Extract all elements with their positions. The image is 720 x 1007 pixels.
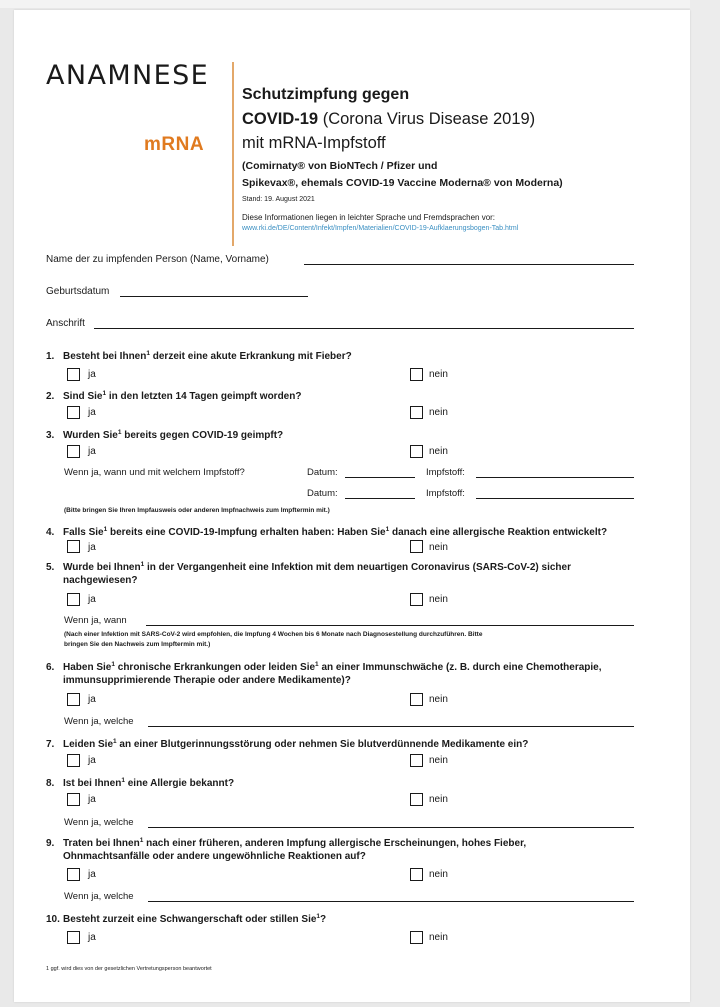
q3-vaccine-line-1[interactable]	[476, 477, 634, 478]
q3-vaccine-line-2[interactable]	[476, 498, 634, 499]
top-bar	[0, 0, 720, 8]
q4-no-checkbox[interactable]	[410, 540, 423, 553]
q8-followup-label: Wenn ja, welche	[64, 817, 134, 828]
q7-no-checkbox[interactable]	[410, 754, 423, 767]
q8-no-checkbox[interactable]	[410, 793, 423, 806]
q9-no-checkbox[interactable]	[410, 868, 423, 881]
q5-followup-line[interactable]	[146, 625, 634, 626]
q6-no-checkbox[interactable]	[410, 693, 423, 706]
mrna-label: mRNA	[144, 134, 205, 155]
question-9-line2: Ohnmachtsanfälle oder andere ungewöhnliche Reaktionen auf?	[63, 851, 366, 862]
q2-no-checkbox[interactable]	[410, 406, 423, 419]
q9-followup-label: Wenn ja, welche	[64, 891, 134, 902]
birthdate-field-line[interactable]	[120, 296, 308, 297]
q9-no-label: nein	[429, 869, 448, 880]
q5-followup-label: Wenn ja, wann	[64, 615, 127, 626]
q3-date-label-2: Datum:	[307, 488, 338, 499]
question-3: 3. Wurden Sie$^1$ bereits gegen COVID-19 geimpft?	[46, 429, 284, 441]
q3-no-label: nein	[429, 446, 448, 457]
vaccine-names-line1: (Comirnaty® von BioNTech / Pfizer und	[242, 160, 438, 172]
q10-yes-label: ja	[88, 932, 96, 943]
q5-no-label: nein	[429, 594, 448, 605]
viewer-background	[690, 0, 720, 1007]
q2-yes-checkbox[interactable]	[67, 406, 80, 419]
q5-note-line1: (Nach einer Infektion mit SARS-CoV-2 wird empfohlen, die Impfung 4 Wochen bis 6 Monate nach Diagnosestellung durchzuführen. Bitte	[64, 631, 483, 638]
question-8: 8. Ist bei Ihnen$^1$ eine Allergie bekannt?	[46, 777, 235, 789]
q4-yes-checkbox[interactable]	[67, 540, 80, 553]
q6-no-label: nein	[429, 694, 448, 705]
language-info: Diese Informationen liegen in leichter Sprache und Fremdsprachen vor:	[242, 213, 496, 222]
question-2: 2. Sind Sie$^1$ in den letzten 14 Tagen geimpft worden?	[46, 390, 302, 402]
q1-yes-label: ja	[88, 369, 96, 380]
q3-date-label-1: Datum:	[307, 467, 338, 478]
q3-yes-label: ja	[88, 446, 96, 457]
q6-yes-checkbox[interactable]	[67, 693, 80, 706]
document-page	[14, 10, 690, 1002]
question-10: 10. Besteht zurzeit eine Schwangerschaft oder stillen Sie$^1$?	[46, 913, 327, 925]
q3-date-line-1[interactable]	[345, 477, 415, 478]
q9-yes-checkbox[interactable]	[67, 868, 80, 881]
heading-mrna-vaccine: mit mRNA-Impfstoff	[242, 134, 386, 152]
address-field-line[interactable]	[94, 328, 634, 329]
q3-date-line-2[interactable]	[345, 498, 415, 499]
question-9: 9. Traten bei Ihnen$^1$ nach einer früheren, anderen Impfung allergische Erscheinungen, hohes Fieber,	[46, 837, 527, 849]
q9-yes-label: ja	[88, 869, 96, 880]
q3-note: (Bitte bringen Sie Ihren Impfausweis oder anderen Impfnachweis zum Impftermin mit.)	[64, 507, 330, 514]
info-link[interactable]: www.rki.de/DE/Content/Infekt/Impfen/Materialien/COVID-19-Aufklaerungsbogen-Tab.html	[242, 225, 519, 232]
q5-yes-label: ja	[88, 594, 96, 605]
question-7: 7. Leiden Sie$^1$ an einer Blutgerinnungsstörung oder nehmen Sie blutverdünnende Medikamente ein?	[46, 738, 529, 750]
q1-no-label: nein	[429, 369, 448, 380]
q3-vaccine-label-2: Impfstoff:	[426, 488, 465, 499]
q3-vaccine-label-1: Impfstoff:	[426, 467, 465, 478]
q10-yes-checkbox[interactable]	[67, 931, 80, 944]
name-field-line[interactable]	[304, 264, 634, 265]
question-1: 1. Besteht bei Ihnen$^1$ derzeit eine akute Erkrankung mit Fieber?	[46, 350, 352, 362]
q4-yes-label: ja	[88, 542, 96, 553]
address-field-label: Anschrift	[46, 318, 85, 329]
q9-followup-line[interactable]	[148, 901, 634, 902]
q6-yes-label: ja	[88, 694, 96, 705]
vaccine-names-line2: Spikevax®, ehemals COVID-19 Vaccine Moderna® von Moderna)	[242, 177, 563, 189]
q5-no-checkbox[interactable]	[410, 593, 423, 606]
q6-followup-label: Wenn ja, welche	[64, 716, 134, 727]
heading-covid: COVID-19 (Corona Virus Disease 2019)	[242, 110, 536, 128]
q1-no-checkbox[interactable]	[410, 368, 423, 381]
q3-no-checkbox[interactable]	[410, 445, 423, 458]
q8-yes-checkbox[interactable]	[67, 793, 80, 806]
q8-no-label: nein	[429, 794, 448, 805]
birthdate-field-label: Geburtsdatum	[46, 286, 110, 297]
name-field-label: Name der zu impfenden Person (Name, Vorname)	[46, 254, 269, 265]
page-title: ANAMNESE	[46, 60, 210, 91]
footnote: 1 ggf. wird dies von der gesetzlichen Vertretungsperson beantwortet	[46, 966, 212, 972]
question-5: 5. Wurde bei Ihnen$^1$ in der Vergangenheit eine Infektion mit dem neuartigen Coronavirus (SARS-CoV-2) sicher	[46, 561, 571, 573]
question-5-line2: nachgewiesen?	[63, 575, 138, 586]
question-6: 6. Haben Sie$^1$ chronische Erkrankungen oder leiden Sie$^1$ an einer Immunschwäche (z. B. durch eine Chemotherapie,	[46, 661, 602, 673]
q6-followup-line[interactable]	[148, 726, 634, 727]
q4-no-label: nein	[429, 542, 448, 553]
header-divider	[232, 62, 234, 246]
question-4: 4. Falls Sie$^1$ bereits eine COVID-19-Impfung erhalten haben: Haben Sie$^1$ danach eine allergische Reaktion entwickelt?	[46, 526, 608, 538]
q8-yes-label: ja	[88, 794, 96, 805]
q10-no-label: nein	[429, 932, 448, 943]
q7-yes-label: ja	[88, 755, 96, 766]
q8-followup-line[interactable]	[148, 827, 634, 828]
q3-followup-label: Wenn ja, wann und mit welchem Impfstoff?	[64, 467, 245, 478]
q7-yes-checkbox[interactable]	[67, 754, 80, 767]
q5-note-line2: bringen Sie den Nachweis zum Impftermin mit.)	[64, 641, 211, 648]
question-6-line2: immunsupprimierende Therapie oder andere Medikamente)?	[63, 675, 351, 686]
q7-no-label: nein	[429, 755, 448, 766]
heading-schutzimpfung: Schutzimpfung gegen	[242, 86, 410, 103]
q10-no-checkbox[interactable]	[410, 931, 423, 944]
q2-yes-label: ja	[88, 407, 96, 418]
q3-yes-checkbox[interactable]	[67, 445, 80, 458]
q2-no-label: nein	[429, 407, 448, 418]
version-date: Stand: 19. August 2021	[242, 196, 315, 203]
q1-yes-checkbox[interactable]	[67, 368, 80, 381]
q5-yes-checkbox[interactable]	[67, 593, 80, 606]
